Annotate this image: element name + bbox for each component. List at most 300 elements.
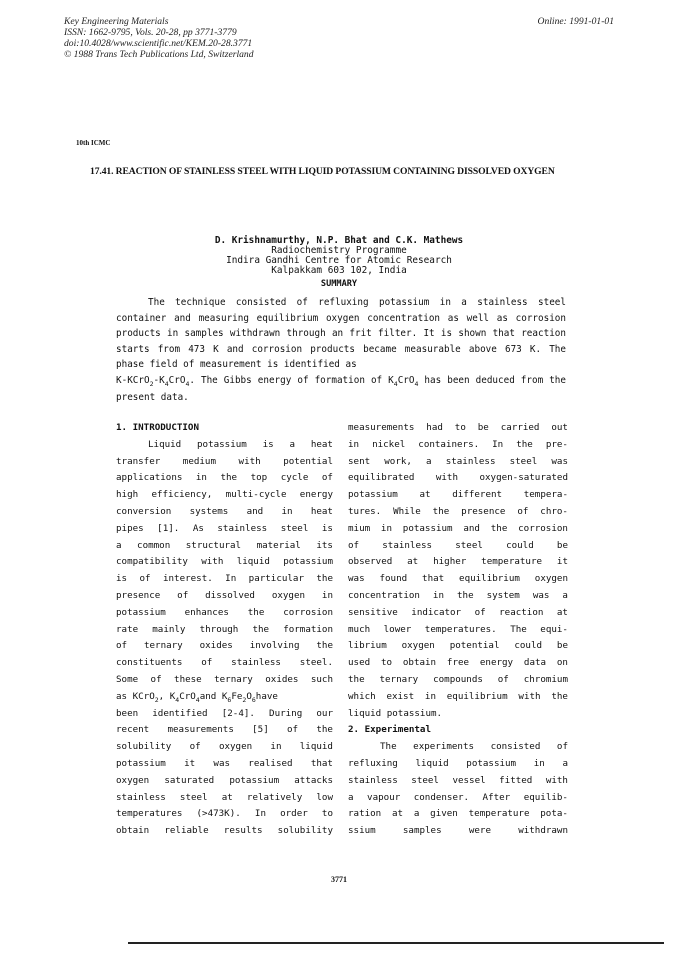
word: that (310, 757, 333, 769)
word: results (223, 825, 263, 837)
word: be (556, 539, 568, 551)
word: liquid (236, 556, 270, 568)
right-line-20 (348, 756, 568, 773)
right-line-21 (348, 773, 568, 790)
word: potassium (229, 774, 280, 786)
word: is (321, 522, 333, 534)
word: the (252, 623, 270, 635)
word: in (432, 589, 444, 601)
word: a (116, 539, 122, 551)
word: such (310, 673, 333, 685)
summary-heading: SUMMARY (320, 279, 358, 289)
left-line-6 (116, 538, 333, 555)
word: were (468, 825, 491, 837)
word: sensitive (348, 606, 398, 618)
word: oxygen-saturated (479, 472, 568, 484)
word: to (380, 657, 393, 669)
word: at (556, 606, 568, 618)
word: liquid (299, 741, 333, 753)
word: oxides (199, 640, 233, 652)
word: corrosion (283, 606, 333, 618)
word: oxygen (534, 573, 568, 585)
word: steel (411, 774, 439, 786)
word: is (116, 573, 128, 585)
word: [1]. (157, 522, 180, 534)
word: stainless (116, 791, 166, 803)
word: used (348, 657, 371, 669)
word: efficiency, (151, 489, 213, 501)
word: system (486, 589, 520, 601)
word: been (116, 707, 139, 719)
right-line-12 (348, 622, 568, 639)
word: pre- (545, 438, 568, 450)
word: a (413, 808, 420, 820)
author-institute: Indira Gandhi Centre for Atomic Research (226, 255, 452, 266)
word: potential (283, 455, 333, 467)
word: Liquid (148, 438, 182, 450)
left-line-22 (116, 806, 333, 823)
word: withdrawn (518, 825, 568, 837)
word: presence (116, 589, 161, 601)
word: relatively (246, 791, 303, 803)
left-line-7 (116, 554, 333, 571)
word: transfer (116, 455, 161, 467)
summary-text-3: has been deduced from the present data. (116, 374, 567, 403)
word: at (419, 489, 431, 501)
conference-label: 10th ICMC (76, 139, 111, 147)
word: the (432, 505, 450, 517)
left-line-oxides: as KCrO2, K4CrO4and K6Fe2O6have (116, 690, 278, 704)
word: the (316, 573, 333, 585)
word: the (348, 673, 365, 685)
word: exist (386, 690, 415, 702)
word: ternary (143, 640, 183, 652)
right-line-19 (348, 739, 568, 756)
author-location: Kalpakkam 603 102, India (271, 265, 407, 276)
left-line-12 (116, 638, 333, 655)
page-number: 3771 (331, 875, 347, 884)
word: measurements (167, 724, 234, 736)
word: potassium (348, 489, 398, 501)
word: fitted (499, 774, 533, 786)
word: was (348, 573, 365, 585)
left-line-19 (116, 756, 333, 773)
word: of (139, 573, 151, 585)
word: librium (348, 640, 387, 652)
word: top (250, 472, 268, 484)
word: equi- (540, 623, 568, 635)
word: was (213, 757, 231, 769)
word: low (316, 791, 333, 803)
right-line-11 (348, 605, 568, 622)
word: ssium (348, 825, 376, 837)
word: a (348, 791, 354, 803)
left-line-16 (116, 706, 333, 723)
word: During (269, 707, 303, 719)
word: Some (116, 673, 139, 685)
word: steel. (299, 657, 333, 669)
word: of (189, 741, 201, 753)
word: involving (249, 640, 300, 652)
word: tures. (348, 505, 382, 517)
word: in (281, 505, 293, 517)
left-line-21 (116, 790, 333, 807)
right-column (348, 420, 568, 840)
word: at (391, 808, 404, 820)
word: much (348, 623, 371, 635)
word: structural (185, 539, 242, 551)
word: formation (283, 623, 333, 635)
word: a (426, 455, 432, 467)
word: of (116, 640, 128, 652)
word: of (287, 724, 299, 736)
left-line-14 (116, 672, 333, 689)
author-names: D. Krishnamurthy, N.P. Bhat and C.K. Mathews (214, 235, 464, 246)
word: obtain (116, 825, 150, 837)
word: potassium (116, 606, 166, 618)
word: in (195, 472, 207, 484)
word: As (192, 522, 204, 534)
word: carried (500, 422, 540, 433)
word: enhances (184, 606, 229, 618)
word: compatibility (116, 556, 188, 568)
word: be (556, 640, 568, 652)
word: a (562, 757, 568, 769)
word: oxygen (218, 741, 253, 753)
right-line-6 (348, 521, 568, 538)
word: could (514, 640, 543, 652)
word: recent (116, 724, 150, 736)
author-programme: Radiochemistry Programme (271, 245, 407, 256)
left-line-11 (116, 622, 333, 639)
word: pota- (540, 808, 568, 820)
word: potassium (116, 757, 166, 769)
word: rate (116, 623, 139, 635)
right-line-1 (348, 437, 568, 454)
word: In (254, 808, 266, 820)
word: different (452, 489, 503, 501)
word: of (177, 589, 189, 601)
word: The (510, 623, 527, 635)
phase-formula: $K-KCrO_2-K_4CrO_4$ (116, 374, 190, 388)
word: temperatures (116, 808, 183, 820)
word: of (517, 505, 529, 517)
left-line-9 (116, 588, 333, 605)
word: heat (310, 505, 333, 517)
word: steel (280, 522, 309, 534)
right-line-0 (348, 420, 568, 437)
word: mium (348, 522, 371, 534)
summary-paragraph: The technique consisted of refluxing potassium in a stainless steel container and measuring equilibrium oxygen concentration as well as corrosion products in samples withdrawn through an frit filter. It is shown that reaction starts from 473 K and corrosion products became measurable above 673 K. The phase field of measurement is identified as $K-KCrO_2-K_4CrO_4$. The Gibbs energy of formation of $K_4CrO_4$ has been deduced from the present data. (116, 297, 567, 403)
word: ternary (379, 673, 419, 685)
word: ternary (214, 673, 253, 685)
left-line-0 (116, 437, 333, 454)
word: which (348, 690, 376, 702)
word: conversion (116, 505, 172, 517)
word: equilibrium (446, 690, 508, 702)
left-column (116, 420, 333, 840)
word: interest. (162, 573, 213, 585)
word: ration (348, 808, 382, 820)
left-line-5 (116, 521, 333, 538)
word: presence (461, 505, 506, 517)
word: containers. (418, 438, 480, 450)
left-line-3 (116, 487, 333, 504)
word: at (407, 556, 419, 568)
word: lower (383, 623, 412, 635)
word: it (556, 556, 568, 568)
word: equilib- (523, 791, 568, 803)
right-line-23 (348, 806, 568, 823)
word: heat (310, 438, 333, 450)
word: (>473K). (196, 808, 241, 820)
right-line-9 (348, 571, 568, 588)
word: nickel (372, 438, 406, 450)
word: identified (152, 707, 208, 719)
word: of (497, 673, 509, 685)
word: in (321, 589, 333, 601)
word: [2-4]. (221, 707, 255, 719)
right-line-10 (348, 588, 568, 605)
word: mainly (152, 623, 186, 635)
word: refluxing (348, 757, 398, 769)
word: dissolved (205, 589, 255, 601)
word: After (482, 791, 511, 803)
word: In (225, 573, 237, 585)
word: and (246, 505, 264, 517)
word: with (545, 774, 568, 786)
word: sent (348, 455, 371, 467)
word: of (150, 673, 162, 685)
summary-text-2: . The Gibbs energy of formation of K (189, 374, 394, 386)
word: saturated (164, 774, 215, 786)
word: the (316, 724, 333, 736)
word: oxygen (271, 589, 306, 601)
right-line-8 (348, 554, 568, 571)
word: constituents (116, 657, 183, 669)
word: In (492, 438, 504, 450)
right-line-3 (348, 470, 568, 487)
online-date (538, 16, 614, 27)
word: concentration (348, 589, 420, 601)
word: with (518, 690, 541, 702)
word: pipes (116, 522, 144, 534)
word: our (316, 707, 333, 719)
journal-header (64, 16, 254, 60)
word: in (348, 438, 360, 450)
word: potassium (466, 757, 517, 769)
word: the (457, 589, 474, 601)
word: vapour (367, 791, 401, 803)
word: of (201, 657, 213, 669)
word: temperature (468, 808, 530, 820)
word: stainless (217, 522, 268, 534)
right-line-4 (348, 487, 568, 504)
word: liquid (415, 757, 449, 769)
word: is (262, 438, 274, 450)
right-line-16 (348, 689, 568, 706)
word: stainless (382, 539, 433, 551)
word: its (316, 539, 333, 551)
left-line-2 (116, 470, 333, 487)
word: had (426, 422, 443, 433)
word: in (270, 741, 282, 753)
word: the (490, 522, 508, 534)
word: corrosion (518, 522, 568, 534)
word: the (220, 472, 238, 484)
word: oxygen (401, 640, 435, 652)
word: oxygen (116, 774, 150, 786)
section-heading-experimental: 2. Experimental (348, 724, 431, 736)
left-line-20 (116, 773, 333, 790)
left-line-13 (116, 655, 333, 672)
word: data (523, 657, 547, 669)
word: in (533, 757, 545, 769)
word: medium (182, 455, 216, 467)
journal-copyright: © 1988 Trans Tech Publications Ltd, Switzerland (64, 49, 254, 60)
word: with (238, 455, 261, 467)
word: solubility (277, 825, 333, 837)
word: potassium (402, 522, 453, 534)
word: a (562, 589, 568, 601)
journal-name: Key Engineering Materials (64, 16, 169, 27)
word: obtain (402, 657, 437, 669)
word: solubility (116, 741, 172, 753)
left-line-17 (116, 722, 333, 739)
word: with (435, 472, 458, 484)
left-line-4 (116, 504, 333, 521)
word: potential (449, 640, 500, 652)
right-line-13 (348, 638, 568, 655)
word: a (289, 438, 296, 450)
word: through (199, 623, 239, 635)
word: condenser. (413, 791, 470, 803)
word: reliable (164, 825, 209, 837)
word: attacks (294, 774, 333, 786)
word: order (280, 808, 308, 820)
word: in (380, 522, 392, 534)
word: it (184, 757, 196, 769)
word: was (551, 455, 568, 467)
word: was (532, 589, 550, 601)
word: high (116, 489, 139, 501)
left-line-1 (116, 454, 333, 471)
word: equilibrium (459, 573, 520, 585)
word: to (454, 422, 466, 433)
word: could (506, 539, 534, 551)
left-line-18 (116, 739, 333, 756)
word: the (516, 438, 533, 450)
word: reaction (499, 606, 544, 618)
right-line-17: liquid potassium. (348, 707, 443, 719)
word: [5] (252, 724, 269, 736)
word: potassium (197, 438, 247, 450)
right-line-14 (348, 655, 568, 672)
journal-doi[interactable]: doi:10.4028/www.scientific.net/KEM.20-28.3771 (64, 38, 253, 49)
word: temperatures. (424, 623, 497, 635)
word: these (174, 673, 202, 685)
left-line-10 (116, 605, 333, 622)
word: steel (455, 539, 483, 551)
word: compounds (433, 673, 483, 685)
word: of (348, 539, 360, 551)
word: multi-cycle (225, 489, 287, 501)
word: tempera- (523, 489, 568, 501)
word: applications (116, 472, 183, 484)
word: be (477, 422, 489, 433)
word: observed (348, 556, 393, 568)
word: temperature (481, 556, 543, 568)
word: common (137, 539, 171, 551)
word: consisted (490, 741, 541, 753)
word: material (256, 539, 301, 551)
word: given (430, 808, 458, 820)
word: indicator (411, 606, 462, 618)
word: higher (433, 556, 467, 568)
word: samples (402, 825, 442, 837)
word: chro- (540, 505, 568, 517)
section-heading-introduction: 1. INTRODUCTION (116, 422, 199, 433)
left-line-23 (116, 823, 333, 840)
word: stainless (348, 774, 398, 786)
word: the (551, 690, 568, 702)
word: realised (248, 757, 293, 769)
word: measurements (348, 422, 415, 433)
right-line-15 (348, 672, 568, 689)
word: in (424, 690, 436, 702)
word: work, (384, 455, 412, 467)
journal-issn: ISSN: 1662-9795, Vols. 20-28, pp 3771-3779 (64, 27, 237, 38)
online-date-text: Online: 1991-01-01 (537, 16, 614, 27)
word: The (380, 741, 397, 753)
word: steel (179, 791, 208, 803)
paper-title: 17.41. REACTION OF STAINLESS STEEL WITH LIQUID POTASSIUM CONTAINING DISSOLVED OXYGEN (90, 166, 555, 177)
word: found (379, 573, 408, 585)
word: at (221, 791, 233, 803)
word: out (551, 422, 568, 433)
word: of (321, 472, 333, 484)
word: vessel (452, 774, 486, 786)
author-block (0, 236, 678, 276)
word: steel (509, 455, 538, 467)
word: energy (299, 489, 333, 501)
word: systems (189, 505, 229, 517)
word: on (556, 657, 568, 669)
word: equilibrated (348, 472, 415, 484)
word: that (422, 573, 445, 585)
right-line-22 (348, 790, 568, 807)
word: with (201, 556, 224, 568)
right-line-2 (348, 454, 568, 471)
word: oxides (265, 673, 299, 685)
word: potassium (283, 556, 333, 568)
word: stainless (231, 657, 281, 669)
word: experiments (413, 741, 475, 753)
word: the (247, 606, 265, 618)
word: of (474, 606, 486, 618)
summary-text-1: The technique consisted of refluxing potassium in a stainless steel container and measuring equilibrium oxygen concentration as well as corrosion products in samples withdrawn through an frit filter. It is shown that reaction starts from 473 K and corrosion products became measurable above 673 K. The phase field of measurement is identified as (116, 297, 566, 371)
word: chromium (523, 673, 568, 685)
right-line-7 (348, 538, 568, 555)
word: free (446, 657, 470, 669)
right-line-24 (348, 823, 568, 840)
word: and (463, 522, 480, 534)
word: energy (479, 657, 514, 669)
bottom-rule (128, 942, 664, 944)
word: to (321, 808, 333, 820)
word: of (556, 741, 568, 753)
word: While (393, 505, 421, 517)
